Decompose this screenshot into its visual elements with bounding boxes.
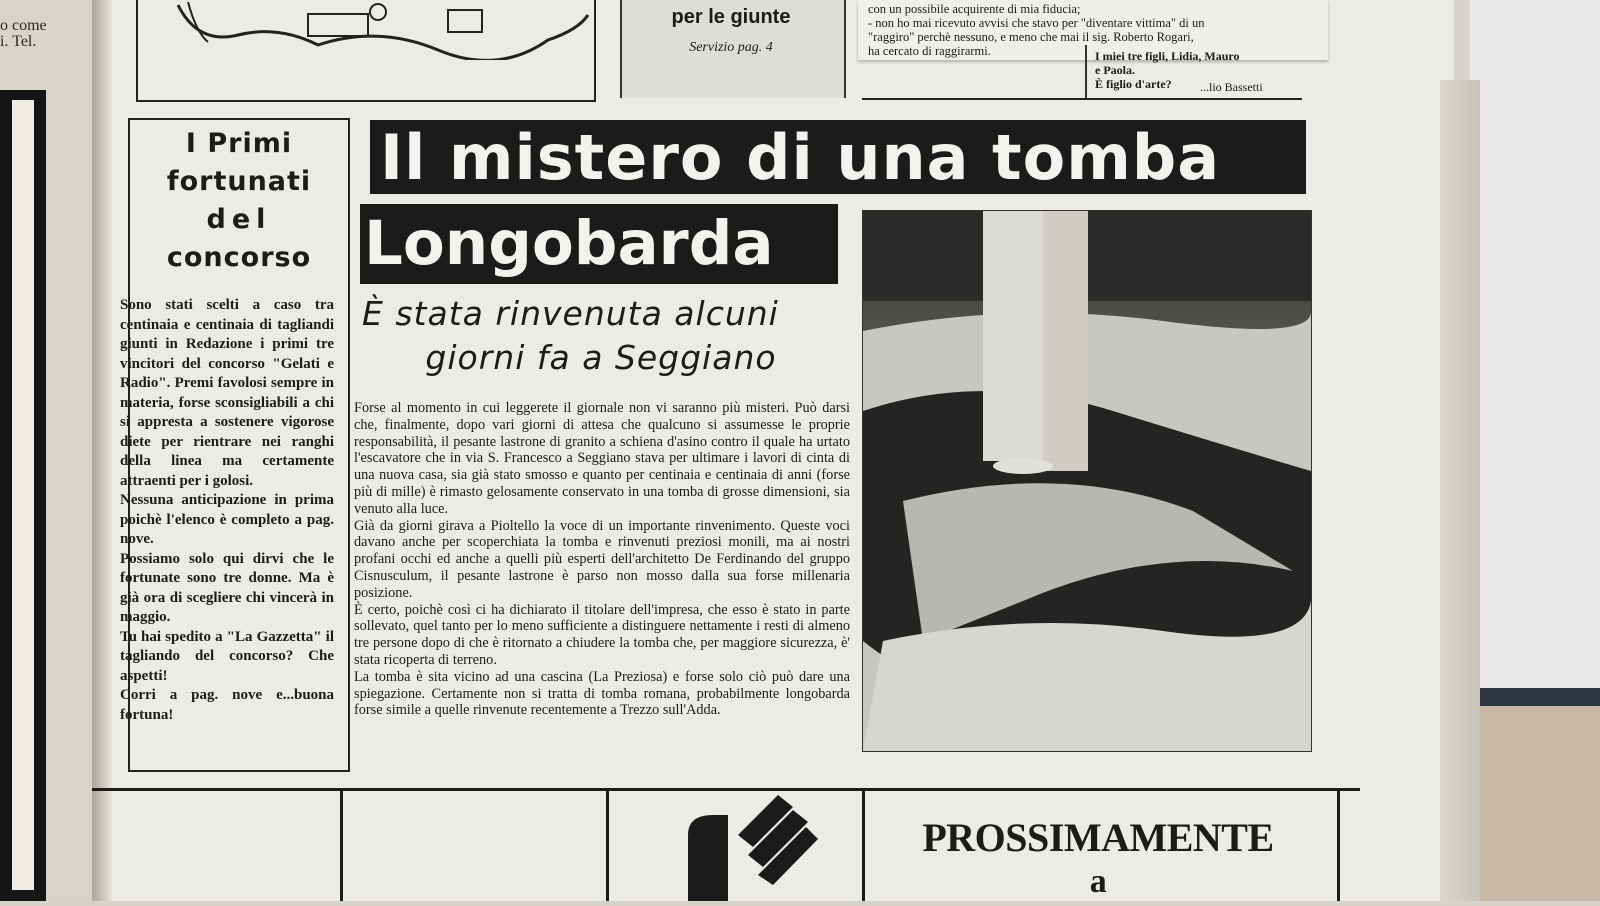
advert-prossimamente: PROSSIMAMENTE a <box>922 815 1274 900</box>
sidebar-title: I Primi fortunati del concorso <box>166 128 312 273</box>
excavation-photo <box>862 210 1312 752</box>
floor-tiles <box>1460 700 1600 901</box>
article-subhead: È stata rinvenuta alcuni giorni fa a Seggiano <box>362 294 779 377</box>
author-signature: ...lio Bassetti <box>1200 80 1263 94</box>
logo-mark <box>668 795 828 901</box>
letter-snippet: con un possibile acquirente di mia fiducia; - non ho mai ricevuto avvisi che stavo per "diventare vittima" di un "raggiro" perchè nessuno, e meno che mai il sig. Roberto Rogari, ha cercato di raggirarmi. <box>858 0 1328 60</box>
teaser-title: per le giunte <box>671 6 791 28</box>
divider <box>862 98 1302 100</box>
teaser-service-ref: Servizio pag. 4 <box>689 40 773 55</box>
headline-line-2: Longobarda <box>360 204 838 284</box>
article-body: Forse al momento in cui leggerete il giornale non vi saranno più misteri. Può darsi che, finalmente, dopo vari giorni di attesa che qualcuno si assumesse le proprie responsabilità, il pesante lastrone di granito a schiena d'asino contro il quale ha urtato l'escavatore che in via S. Francesco a Seggiano stava per ultimare i lavori di cinta di una nuova casa, sia già stato smosso e quanto per centinaia e centinaia di anni (forse più di mille) è rimasto gelosamente conservato in una tomba di grosse dimensioni, sia venuto alla luce. Già da giorni girava a Pioltello la voce di un importante rinvenimento. Queste voci davano anche per scoperchiata la tomba e rinvenuti preziosi monili, ma ai nostri profani occhi ed anche a quelli più esperti dell'architetto De Ferdinando del gruppo Cisnusculum, il pesante lastrone è parso non mosso dalla sua forse millenaria posizione. È certo, poichè così ci ha dichiarato il titolare dell'impresa, che esso è stato in parte sollevato, quel tanto per lo meno sufficiente a distinguere nettamente i resti di almeno tre persone dopo di che è ritornato a chiudere la tomba che, per maggiore sicurezza, è' stata ricoperta di terreno. La tomba è sita vicino ad una cascina (La Preziosa) e forse solo ciò può dare una spiegazione. Certamente non si tratta di tomba romana, probabilmente longobarda forse simile a quelle rinvenute recentemente a Trezzo sull'Adda. <box>354 400 850 719</box>
advert-logo <box>668 795 828 901</box>
binding-shadow <box>92 0 112 901</box>
cartoon-drawing <box>138 0 594 60</box>
adjacent-page-text: o come i. Tel. <box>0 17 47 50</box>
cartoon-illustration <box>136 0 596 102</box>
desk-surface <box>1470 0 1600 700</box>
interview-snippet: I miei tre figli, Lidia, Mauro e Paola. È figlio d'arte? <box>1085 45 1307 100</box>
bottom-divider <box>92 788 1360 791</box>
photo-drawing <box>863 211 1311 751</box>
adjacent-page <box>0 0 104 901</box>
sidebar-body: Sono stati scelti a caso tra centinaia e centinaia di tagliandi giunti in Redazione i primi tre vincitori del concorso "Gelati e Radio". Premi favolosi sempre in materia, forse sconsigliabili a chi si appresta a sostenere vigorose diete per rientrare nei ranghi della linea ma certamente attraenti per i golosi. Nessuna anticipazione in prima poichè l'elenco è completo a pag. nove. Possiamo solo qui dirvi che le fortunate sono tre donne. Ma è già ora di scegliere chi vincerà in maggio. Tu hai spedito a "La Gazzetta" il tagliando del concorso? Che aspetti! Corri a pag. nove e...buona fortuna! <box>120 297 334 723</box>
headline-line-1: Il mistero di una tomba <box>370 120 1306 194</box>
page-edge <box>1440 80 1480 901</box>
